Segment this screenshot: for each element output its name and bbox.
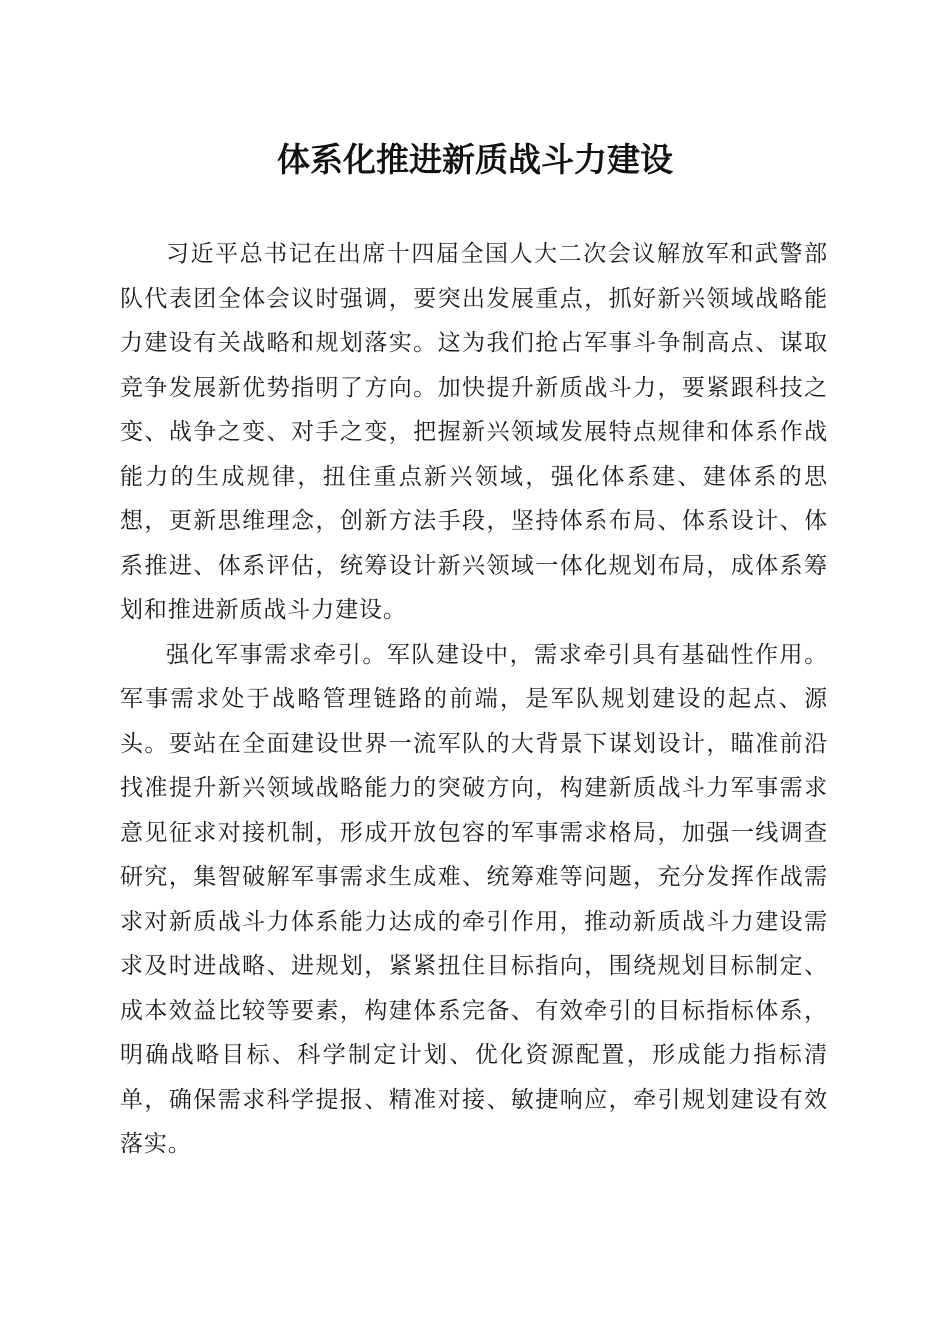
document-title: 体系化推进新质战斗力建设 xyxy=(277,140,673,179)
paragraph-military-demand: 强化军事需求牵引。军队建设中，需求牵引具有基础性作用。军事需求处于战略管理链路的前端，是军队规划建设的起点、源头。要站在全面建设世界一流军队的大背景下谋划设计，瞄准前沿找准提升新兴领域战略能力的突破方向，构建新质战斗力军事需求意见征求对接机制，形成开放包容的军事需求格局，加强一线调查研究，集智破解军事需求生成难、统筹难等问题，充分发挥作战需求对新质战斗力体系能力达成的牵引作用，推动新质战斗力建设需求及时进战略、进规划，紧紧扭住目标指向，围绕规划目标制定、成本效益比较等要素，构建体系完备、有效牵引的目标指标体系，明确战略目标、科学制定计划、优化资源配置，形成能力指标清单，确保需求科学提报、精准对接、敏捷响应，牵引规划建设有效落实。 xyxy=(120,641,828,1157)
document-body xyxy=(120,232,828,1167)
paragraph-intro: 习近平总书记在出席十四届全国人大二次会议解放军和武警部队代表团全体会议时强调，要突出发展重点，抓好新兴领域战略能力建设有关战略和规划落实。这为我们抢占军事斗争制高点、谋取竞争发展新优势指明了方向。加快提升新质战斗力，要紧跟科技之变、战争之变、对手之变，把握新兴领域发展特点规律和体系作战能力的生成规律，扭住重点新兴领域，强化体系建、建体系的思想，更新思维理念，创新方法手段，坚持体系布局、体系设计、体系推进、体系评估，统筹设计新兴领域一体化规划布局，成体系筹划和推进新质战斗力建设。 xyxy=(120,241,828,623)
